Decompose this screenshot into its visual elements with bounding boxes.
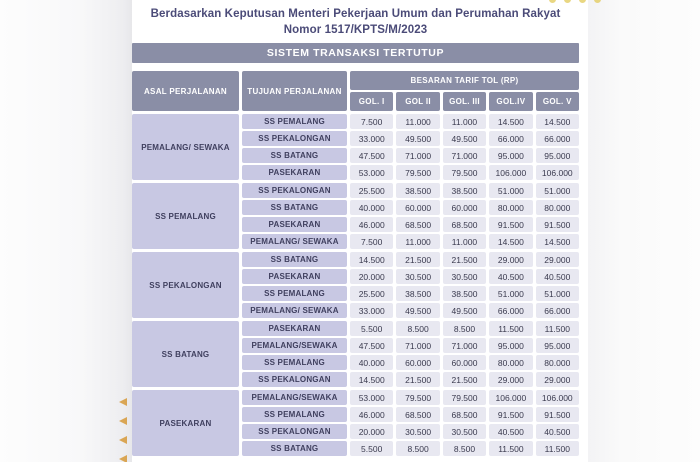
destination-cell: SS PEKALONGAN xyxy=(242,424,347,439)
tariff-cell: 46.000 xyxy=(350,217,393,232)
tariff-cell: 79.500 xyxy=(443,390,486,405)
tariff-cell: 66.000 xyxy=(536,303,579,318)
destination-cell: PEMALANG/SEWAKA xyxy=(242,338,347,353)
tariff-cell: 11.500 xyxy=(489,321,532,336)
tariff-cell: 71.000 xyxy=(396,338,439,353)
destination-cell: SS BATANG xyxy=(242,200,347,215)
tariff-cell: 91.500 xyxy=(489,407,532,422)
tariff-cell: 30.500 xyxy=(443,269,486,284)
col-header-tarif: BESARAN TARIF TOL (RP) xyxy=(350,71,579,90)
tariff-cell: 40.500 xyxy=(489,424,532,439)
tariff-cell: 49.500 xyxy=(396,303,439,318)
decree-title xyxy=(132,0,579,38)
tariff-cell: 60.000 xyxy=(443,355,486,370)
tariff-cell: 11.500 xyxy=(536,441,579,456)
destination-cell: PASEKARAN xyxy=(242,217,347,232)
tariff-cell: 11.500 xyxy=(489,441,532,456)
tariff-cell: 21.500 xyxy=(396,372,439,387)
tariff-cell: 21.500 xyxy=(443,372,486,387)
chevron-left-icon xyxy=(119,436,127,444)
tariff-cell: 40.500 xyxy=(536,424,579,439)
tariff-cell: 53.000 xyxy=(350,390,393,405)
tariff-cell: 40.000 xyxy=(350,200,393,215)
tariff-cell: 60.000 xyxy=(443,200,486,215)
tariff-cell: 30.500 xyxy=(443,424,486,439)
dot-icon xyxy=(579,0,586,3)
tariff-cell: 33.000 xyxy=(350,131,393,146)
chevron-left-icon xyxy=(119,417,127,425)
destination-cell: PASEKARAN xyxy=(242,269,347,284)
fare-group xyxy=(132,114,579,180)
chevron-left-icon xyxy=(119,398,127,406)
origin-cell: PEMALANG/ SEWAKA xyxy=(132,114,239,180)
tariff-cell: 20.000 xyxy=(350,269,393,284)
tariff-cell: 8.500 xyxy=(443,321,486,336)
fare-group xyxy=(132,252,579,318)
tariff-cell: 106.000 xyxy=(536,390,579,405)
tariff-cell: 8.500 xyxy=(396,321,439,336)
tariff-cell: 66.000 xyxy=(489,131,532,146)
destination-cell: SS PEKALONGAN xyxy=(242,372,347,387)
destination-cell: SS PEMALANG xyxy=(242,286,347,301)
tariff-cell: 68.500 xyxy=(396,217,439,232)
tariff-cell: 11.500 xyxy=(536,321,579,336)
destination-cell: PEMALANG/ SEWAKA xyxy=(242,303,347,318)
tariff-cell: 14.500 xyxy=(350,252,393,267)
destination-cell: SS PEMALANG xyxy=(242,355,347,370)
tariff-cell: 91.500 xyxy=(489,217,532,232)
destination-cell: SS BATANG xyxy=(242,441,347,456)
tariff-cell: 29.000 xyxy=(536,372,579,387)
tariff-cell: 8.500 xyxy=(443,441,486,456)
table-body xyxy=(132,114,579,456)
tariff-cell: 14.500 xyxy=(489,114,532,129)
dot-icon xyxy=(594,0,601,3)
tariff-cell: 71.000 xyxy=(443,338,486,353)
tariff-cell: 95.000 xyxy=(489,148,532,163)
tariff-cell: 68.500 xyxy=(443,407,486,422)
tariff-cell: 5.500 xyxy=(350,441,393,456)
tariff-cell: 47.500 xyxy=(350,338,393,353)
fare-group xyxy=(132,183,579,249)
tariff-cell: 53.000 xyxy=(350,165,393,180)
destination-cell: PASEKARAN xyxy=(242,321,347,336)
tariff-cell: 80.000 xyxy=(489,200,532,215)
tariff-cell: 47.500 xyxy=(350,148,393,163)
col-header-gol-4: GOL.IV xyxy=(489,92,532,111)
tariff-cell: 38.500 xyxy=(443,183,486,198)
system-banner: SISTEM TRANSAKSI TERTUTUP xyxy=(132,43,579,63)
tariff-cell: 60.000 xyxy=(396,200,439,215)
tariff-cell: 71.000 xyxy=(443,148,486,163)
col-header-gol-3: GOL. III xyxy=(443,92,486,111)
origin-cell: SS BATANG xyxy=(132,321,239,387)
tariff-cell: 29.000 xyxy=(489,252,532,267)
origin-cell: SS PEMALANG xyxy=(132,183,239,249)
table-header xyxy=(132,71,579,111)
col-header-gol-1: GOL. I xyxy=(350,92,393,111)
tariff-cell: 66.000 xyxy=(489,303,532,318)
destination-cell: SS BATANG xyxy=(242,252,347,267)
chevrons-decoration xyxy=(119,398,127,462)
tariff-cell: 49.500 xyxy=(443,131,486,146)
tariff-cell: 40.500 xyxy=(489,269,532,284)
tariff-cell: 79.500 xyxy=(396,390,439,405)
tariff-cell: 91.500 xyxy=(536,407,579,422)
tariff-cell: 91.500 xyxy=(536,217,579,232)
tariff-cell: 7.500 xyxy=(350,234,393,249)
tariff-cell: 51.000 xyxy=(489,286,532,301)
destination-cell: SS PEKALONGAN xyxy=(242,131,347,146)
tariff-cell: 40.000 xyxy=(350,355,393,370)
tariff-cell: 106.000 xyxy=(489,390,532,405)
tariff-cell: 30.500 xyxy=(396,269,439,284)
chevron-left-icon xyxy=(119,455,127,462)
tariff-cell: 49.500 xyxy=(396,131,439,146)
decree-title-line1: Berdasarkan Keputusan Menteri Pekerjaan Umum dan Perumahan Rakyat xyxy=(150,8,561,20)
tariff-cell: 38.500 xyxy=(396,286,439,301)
decree-title-line2: Nomor 1517/KPTS/M/2023 xyxy=(283,24,428,36)
tariff-cell: 71.000 xyxy=(396,148,439,163)
tariff-cell: 8.500 xyxy=(396,441,439,456)
origin-cell: SS PEKALONGAN xyxy=(132,252,239,318)
tariff-cell: 51.000 xyxy=(536,183,579,198)
destination-cell: PEMALANG/SEWAKA xyxy=(242,390,347,405)
tariff-cell: 20.000 xyxy=(350,424,393,439)
tariff-cell: 33.000 xyxy=(350,303,393,318)
origin-cell: PASEKARAN xyxy=(132,390,239,456)
col-header-asal: ASAL PERJALANAN xyxy=(132,71,239,111)
tariff-cell: 95.000 xyxy=(536,148,579,163)
destination-cell: SS PEMALANG xyxy=(242,407,347,422)
tariff-sheet xyxy=(132,0,579,459)
tariff-cell: 11.000 xyxy=(396,114,439,129)
tariff-cell: 38.500 xyxy=(396,183,439,198)
tariff-cell: 11.000 xyxy=(443,234,486,249)
tariff-cell: 49.500 xyxy=(443,303,486,318)
tariff-cell: 25.500 xyxy=(350,286,393,301)
tariff-cell: 66.000 xyxy=(536,131,579,146)
fare-group xyxy=(132,390,579,456)
tariff-cell: 60.000 xyxy=(396,355,439,370)
col-header-gol-5: GOL. V xyxy=(536,92,579,111)
tariff-cell: 79.500 xyxy=(443,165,486,180)
tariff-cell: 51.000 xyxy=(536,286,579,301)
tariff-cell: 21.500 xyxy=(396,252,439,267)
tariff-cell: 29.000 xyxy=(489,372,532,387)
tariff-cell: 11.000 xyxy=(443,114,486,129)
col-header-tujuan: TUJUAN PERJALANAN xyxy=(242,71,347,111)
tariff-cell: 106.000 xyxy=(489,165,532,180)
tariff-cell: 46.000 xyxy=(350,407,393,422)
tariff-cell: 5.500 xyxy=(350,321,393,336)
destination-cell: PEMALANG/ SEWAKA xyxy=(242,234,347,249)
tariff-cell: 14.500 xyxy=(536,114,579,129)
destination-cell: SS PEKALONGAN xyxy=(242,183,347,198)
page-edge-left xyxy=(0,0,132,462)
tariff-cell: 40.500 xyxy=(536,269,579,284)
tariff-cell: 21.500 xyxy=(443,252,486,267)
destination-cell: SS PEMALANG xyxy=(242,114,347,129)
tariff-cell: 80.000 xyxy=(536,355,579,370)
tariff-cell: 95.000 xyxy=(536,338,579,353)
tariff-cell: 80.000 xyxy=(489,355,532,370)
tariff-cell: 95.000 xyxy=(489,338,532,353)
tariff-cell: 29.000 xyxy=(536,252,579,267)
tariff-cell: 30.500 xyxy=(396,424,439,439)
tariff-cell: 11.000 xyxy=(396,234,439,249)
tariff-cell: 51.000 xyxy=(489,183,532,198)
tariff-cell: 79.500 xyxy=(396,165,439,180)
destination-cell: SS BATANG xyxy=(242,148,347,163)
tariff-cell: 106.000 xyxy=(536,165,579,180)
destination-cell: PASEKARAN xyxy=(242,165,347,180)
col-header-gol-2: GOL II xyxy=(396,92,439,111)
tariff-cell: 14.500 xyxy=(536,234,579,249)
tariff-cell: 68.500 xyxy=(396,407,439,422)
fare-group xyxy=(132,321,579,387)
page-edge-right xyxy=(588,0,700,462)
tariff-cell: 38.500 xyxy=(443,286,486,301)
tariff-cell: 25.500 xyxy=(350,183,393,198)
tariff-cell: 14.500 xyxy=(350,372,393,387)
tariff-cell: 14.500 xyxy=(489,234,532,249)
tariff-cell: 68.500 xyxy=(443,217,486,232)
tariff-cell: 80.000 xyxy=(536,200,579,215)
tariff-cell: 7.500 xyxy=(350,114,393,129)
